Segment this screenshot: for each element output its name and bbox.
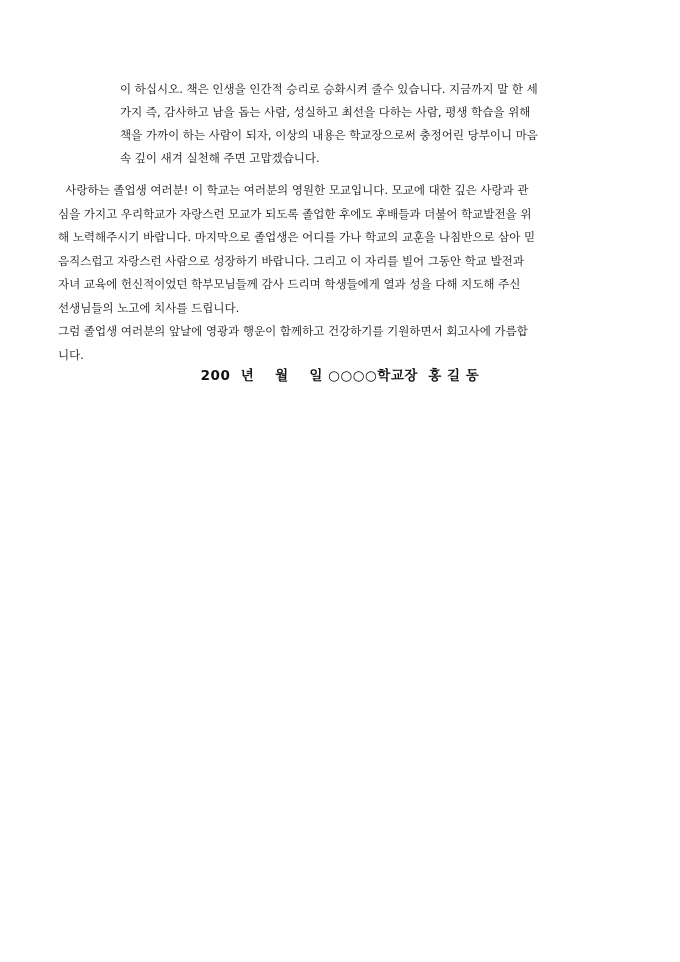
text-line: 사랑하는 졸업생 여러분! 이 학교는 여러분의 영원한 모교입니다. 모교에 대한 깊은 사랑과 관 <box>58 183 529 197</box>
text-line: 이 하십시오. 책은 인생을 인간적 승리로 승화시켜 줄수 있습니다. 지금까지 말 한 세 <box>120 82 538 96</box>
text-line: 해 노력해주시기 바랍니다. 마지막으로 졸업생은 어디를 가나 학교의 교훈을 나침반으로 삼아 믿 <box>58 230 536 244</box>
text-line: 가지 즉, 감사하고 남을 돕는 사람, 성실하고 최선을 다하는 사람, 평생 학습을 위해 <box>120 105 531 119</box>
text-line: 그럼 졸업생 여러분의 앞날에 영광과 행운이 함께하고 건강하기를 기원하면서 회고사에 가름합 <box>58 324 528 338</box>
text-line: 자녀 교육에 헌신적이었던 학부모님들께 감사 드리며 학생들에게 열과 성을 다해 지도해 주신 <box>58 277 521 291</box>
closing-paragraph <box>58 179 622 367</box>
continued-paragraph <box>120 78 622 170</box>
text-line: 책을 가까이 하는 사람이 되자, 이상의 내용은 학교장으로써 충정어린 당부이니 마음 <box>120 128 538 142</box>
text-line: 음직스럽고 자랑스런 사람으로 성장하기 바랍니다. 그리고 이 자리를 빌어 그동안 학교 발전과 <box>58 253 525 268</box>
text-line: 니다. <box>58 347 84 362</box>
signature-line: 200 년 월 일 ○○○○학교장 홍 길 동 <box>200 368 480 384</box>
text-line: 속 깊이 새겨 실천해 주면 고맙겠습니다. <box>120 151 320 165</box>
text-line: 선생님들의 노고에 치사를 드립니다. <box>58 300 240 315</box>
text-line: 심을 가지고 우리학교가 자랑스런 모교가 되도록 졸업한 후에도 후배들과 더불어 학교발전을 위 <box>58 206 532 221</box>
